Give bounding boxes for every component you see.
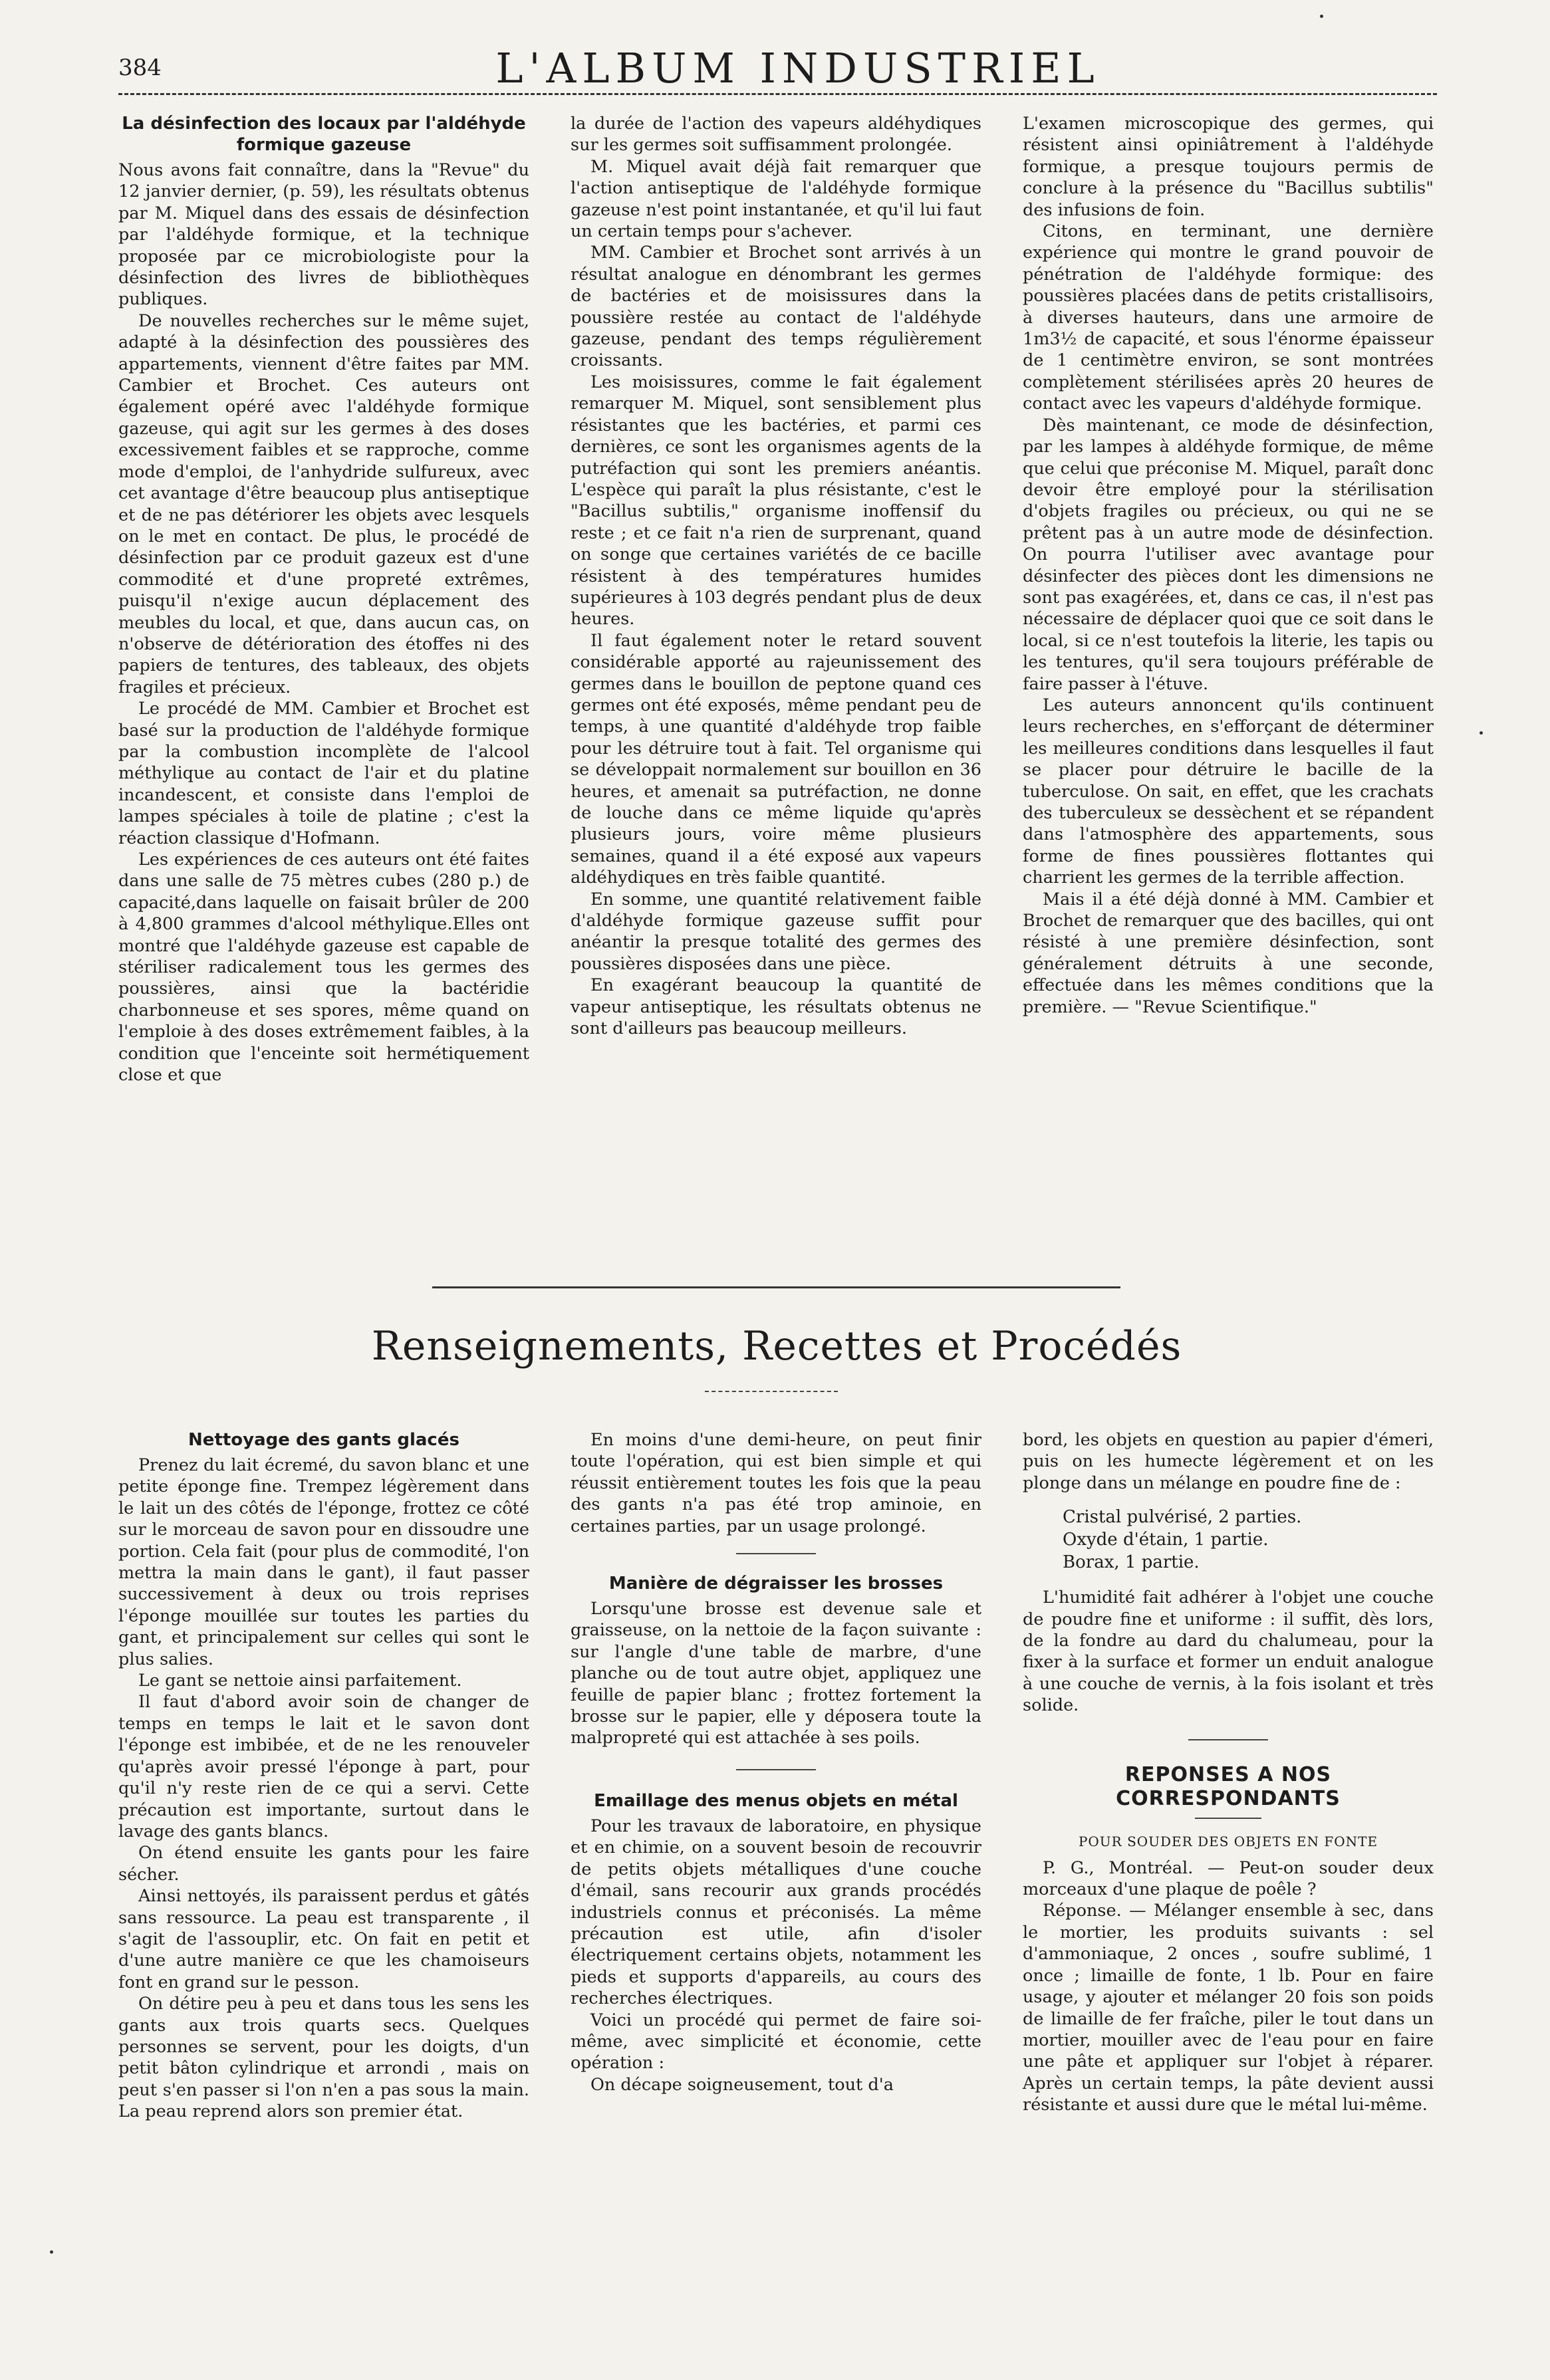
paragraph: En exagérant beaucoup la quantité de vapeur antiseptique, les résultats obtenus ne sont d'ailleurs pas beaucoup meilleurs. [571,975,981,1039]
paragraph: MM. Cambier et Brochet sont arrivés à un résultat analogue en dénombrant les germes de bactéries et de moisissures dans la poussière restée au contact de l'aldéhyde gazeuse, pendant des temps régulièrement croissants. [571,243,981,371]
paragraph: On détire peu à peu et dans tous les sens les gants aux trois quarts secs. Quelques personnes se servent, pour les doigts, d'un petit bâton cylindrique et arrondi , mais on peut s'en passer si l'on n'en a pas sous la main. La peau reprend alors son premier état. [118,1994,529,2122]
paragraph: Voici un procédé qui permet de faire soi-même, avec simplicité et économie, cette opération : [571,2010,981,2074]
print-speck [1320,15,1323,18]
paragraph: Citons, en terminant, une dernière expérience qui montre le grand pouvoir de pénétration de l'aldéhyde formique: des poussières placées dans de petits cristallisoirs, à diverses hauteurs, dans une armoire de 1m3½ de capacité, et sous l'énorme épaisseur de 1 centimètre environ, se sont montrées complètement stérilisées après 20 heures de contact avec les vapeurs d'aldéhyde formique. [1023,221,1434,414]
page-number: 384 [118,55,162,81]
paragraph: Nous avons fait connaître, dans la "Revue" du 12 janvier dernier, (p. 59), les résultats obtenus par M. Miquel dans des essais de désinfection par l'aldéhyde formique, et la technique proposée par ce microbiologiste pour la désinfection des livres de bibliothèques publiques. [118,160,529,310]
paragraph: On décape soigneusement, tout d'a [590,2074,894,2095]
paragraph: Prenez du lait écremé, du savon blanc et une petite éponge fine. Trempez légèrement dans le lait un des côtés de l'éponge, frottez ce côté sur le morceau de savon pour en dissoudre une portion. Cela fait (pour plus de commodité, l'on mettra la main dans le gant), il faut passer successivement à deux ou trois reprises l'éponge mouillée sur toutes les parties du gant, et principalement sur celles qui sont le plus salies. [118,1455,529,1669]
paragraph: bord, les objets en question au papier d'émeri, puis on les humecte légèrement et on les plonge dans un mélange en poudre fine de : [1023,1430,1434,1493]
desinfection-column-2 [571,113,981,1039]
paragraph: Le procédé de MM. Cambier et Brochet est basé sur la production de l'aldéhyde formique par la combustion incomplète de l'alcool méthylique au contact de l'air et du platine incandescent, et consiste dans l'emploi de lampes spéciales à toile de platine ; c'est la réaction classique d'Hofmann. [118,699,529,848]
recipe-list [1063,1506,1434,1574]
desinfection-column-1 [118,113,529,1086]
heading-underline [1195,1818,1261,1819]
recipe-item: Cristal pulvérisé, 2 parties. [1063,1507,1302,1528]
paragraph: L'examen microscopique des germes, qui résistent ainsi opiniâtrement à l'aldéhyde formique, a presque toujours permis de conclure à la présence du "Bacillus subtilis" des infusions de foin. [1023,114,1434,220]
paragraph: M. Miquel avait déjà fait remarquer que l'action antiseptique de l'aldéhyde formique gazeuse n'est point instantanée, et qu'il lui faut un certain temps pour s'achever. [571,156,981,242]
article-separator [1188,1739,1268,1740]
desinfection-column-3 [1023,113,1434,1018]
recettes-column-1 [118,1429,529,2123]
print-speck [50,2250,53,2254]
article-heading: Nettoyage des gants glacés [188,1430,459,1450]
article-heading: Manière de dégraisser les brosses [608,1574,944,1594]
header-rule [118,93,1437,95]
banner-underline [705,1391,838,1392]
paragraph: Le gant se nettoie ainsi parfaitement. [138,1671,462,1691]
recipe-item: Borax, 1 partie. [1063,1552,1200,1573]
paragraph: Dès maintenant, ce mode de désinfection, par les lampes à aldéhyde formique, de même que celui que préconise M. Miquel, paraît donc devoir être employé pour la stérilisation d'objets fragiles ou précieux, ou qui ne se prêtent pas à un autre mode de désinfection. On pourra l'utiliser avec avantage pour désinfecter des pièces dont les dimensions ne sont pas exagérées, et, dans ce cas, il n'est pas nécessaire de déplacer quoi que ce soit dans le local, si ce n'est toutefois la literie, les tapis ou les tentures, qu'il sera toujours préférable de faire passer à l'étuve. [1023,415,1434,694]
article-heading: La désinfection des locaux par l'aldéhyde formique gazeuse [122,114,526,155]
paragraph: En somme, une quantité relativement faible d'aldéhyde formique gazeuse suffit pour anéantir la presque totalité des germes des poussières disposées dans une pièce. [571,889,981,974]
paragraph: Il faut également noter le retard souvent considérable apporté au rajeunissement des germes dans le bouillon de peptone quand ces germes ont été exposés, même pendant peu de temps, à une quantité d'aldéhyde trop faible pour les détruire tout à fait. Tel organisme qui se développait normalement sur bouillon en 36 heures, et amenait sa putréfaction, ne donne de louche dans ce même liquide qu'après plusieurs jours, voire même plusieurs semaines, quand il a été exposé aux vapeurs aldéhydiques en très faible quantité. [571,630,981,888]
section-divider [432,1286,1120,1288]
paragraph: Ainsi nettoyés, ils paraissent perdus et gâtés sans ressource. La peau est transparente , il s'agit de l'assouplir, etc. On fait en petit et d'une autre manière ce que les chamoiseurs font en grand sur le pesson. [118,1886,529,1992]
paragraph: Réponse. — Mélanger ensemble à sec, dans le mortier, les produits suivants : sel d'ammoniaque, 2 onces , soufre sublimé, 1 once ; limaille de fonte, 1 lb. Pour en faire usage, y ajouter et mélanger 20 fois son poids de limaille de fer fraîche, piler le tout dans un mortier, mouiller avec de l'eau pour en faire une pâte et appliquer sur l'objet à réparer. Après un certain temps, la pâte devient aussi résistante et aussi dure que le métal lui-même. [1023,1901,1434,2115]
recettes-column-2 [571,1429,981,2095]
paragraph: On étend ensuite les gants pour les faire sécher. [118,1843,529,1885]
article-separator [736,1769,816,1770]
running-head: L'ALBUM INDUSTRIEL [495,44,1100,92]
paragraph: Les moisissures, comme le fait également remarquer M. Miquel, sont sensiblement plus résistantes que les bactéries, et parmi ces dernières, ce sont les organismes agents de la putréfaction qui sont les premiers anéantis. L'espèce qui paraît la plus résistante, c'est le "Bacillus subtilis," organisme inoffensif du reste ; et ce fait n'a rien de surprenant, quand on songe que certaines variétés de ce bacille résistent à des températures humides supérieures à 103 degrés pendant plus de deux heures. [571,372,981,630]
print-speck [1480,731,1483,735]
paragraph: Mais il a été déjà donné à MM. Cambier et Brochet de remarquer que des bacilles, qui ont résisté à une première désinfection, sont généralement détruits à une seconde, effectuée dans les mêmes conditions que la première. — "Revue Scientifique." [1023,889,1434,1017]
paragraph: De nouvelles recherches sur le même sujet, adapté à la désinfection des poussières des appartements, viennent d'être faites par MM. Cambier et Brochet. Ces auteurs ont également opéré avec l'aldéhyde formique gazeuse, qui agit sur les germes à des doses excessivement faibles et se rapproche, comme mode d'emploi, de l'anhydride sulfureux, avec cet avantage d'être beaucoup plus antiseptique et de ne pas détériorer les objets avec lesquels on le met en contact. De plus, le procédé de désinfection par ce produit gazeux est d'une commodité et d'une propreté extrêmes, puisqu'il n'exige aucun déplacement des meubles du local, et que, dans aucun cas, on n'observe de détérioration des étoffes ni des papiers de tentures, des tableaux, des objets fragiles et précieux. [118,310,529,697]
section-banner-title: Renseignements, Recettes et Procédés [371,1323,1182,1369]
paragraph: Lorsqu'une brosse est devenue sale et graisseuse, on la nettoie de la façon suivante : sur l'angle d'une table de marbre, d'une planche ou de tout autre objet, appliquez une feuille de papier blanc ; frottez fortement la brosse sur le papier, elle y déposera toute la malpropreté qui est attachée à ses poils. [571,1599,981,1748]
paragraph: Pour les travaux de laboratoire, en physique et en chimie, on a souvent besoin de recouvrir de petits objets métalliques d'une couche d'émail, sans recourir aux grands procédés industriels connus et préconisés. La même précaution est utile, afin d'isoler électriquement certains objets, notamment les pieds et supports d'appareils, au cours des recherches électriques. [571,1816,981,2009]
article-heading: Emaillage des menus objets en métal [594,1790,958,1811]
recipe-item: Oxyde d'étain, 1 partie. [1063,1530,1269,1550]
paragraph: la durée de l'action des vapeurs aldéhydiques sur les germes soit suffisamment prolongée. [571,114,981,156]
recettes-column-3 [1023,1429,1434,2116]
paragraph: Les expériences de ces auteurs ont été faites dans une salle de 75 mètres cubes (280 p.) de capacité,dans laquelle on faisait brûler de 200 à 4,800 grammes d'alcool méthylique.Elles ont montré que l'aldéhyde gazeuse est capable de stériliser radicalement tous les germes des poussières, ainsi que la bactéridie charbonneuse et ses spores, même quand on l'emploie à des doses extrêmement faibles, à la condition que l'enceinte soit hermétiquement close et que [118,850,529,1086]
paragraph: Les auteurs annoncent qu'ils continuent leurs recherches, en s'efforçant de déterminer les meilleures conditions dans lesquelles il faut se placer pour détruire le bacille de la tuberculose. On sait, en effet, que les crachats des tuberculeux se dessèchent et se répandent dans l'atmosphère des appartements, sous forme de fines poussières flottantes qui charrient les germes de la terrible affection. [1023,695,1434,888]
paragraph: P. G., Montréal. — Peut-on souder deux morceaux d'une plaque de poêle ? [1023,1857,1434,1900]
article-separator [736,1553,816,1554]
sub-heading: POUR SOUDER DES OBJETS EN FONTE [1078,1833,1378,1849]
paragraph: En moins d'une demi-heure, on peut finir toute l'opération, qui est bien simple et qui réussit entièrement toutes les fois que la peau des gants n'a pas été trop aminoie, en certaines parties, par un usage prolongé. [571,1430,981,1536]
paragraph: Il faut d'abord avoir soin de changer de temps en temps le lait et le savon dont l'éponge est imbibée, et de ne les renouveler qu'après avoir pressé l'éponge à part, pour qu'il n'y reste rien de ce qui a servi. Cette précaution est importante, surtout dans le lavage des gants blancs. [118,1692,529,1842]
article-heading: REPONSES A NOS CORRESPONDANTS [1116,1762,1341,1810]
paragraph: L'humidité fait adhérer à l'objet une couche de poudre fine et uniforme : il suffit, dès lors, de la fondre au dard du chalumeau, pour la fixer à la surface et former un enduit analogue à une couche de vernis, à la fois isolant et très solide. [1023,1588,1434,1716]
